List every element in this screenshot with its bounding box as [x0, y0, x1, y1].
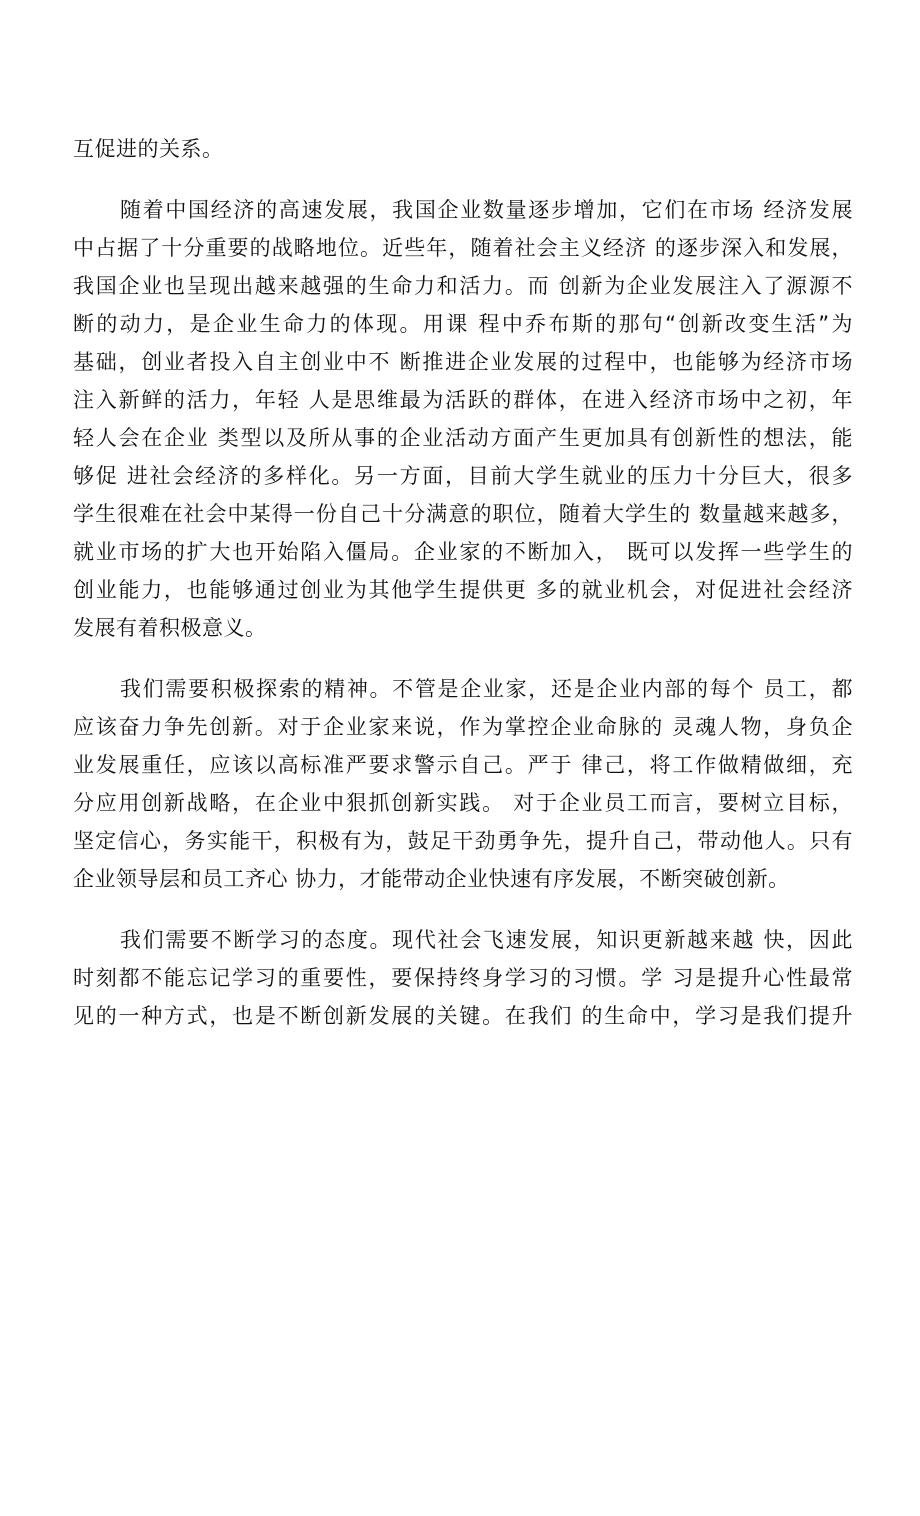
- paragraph-3: [73, 670, 853, 898]
- text-line: 时刻都不能忘记学习的重要性，要保持终身学习的习惯。学 习是提升心性最常: [73, 966, 853, 990]
- text-line: 我们需要不断学习的态度。现代社会飞速发展，知识更新越来越 快，因此: [120, 928, 853, 952]
- text-line: 学生很难在社会中某得一份自己十分满意的职位，随着大学生的 数量越来越多，: [73, 502, 853, 526]
- text-line: 轻人会在企业 类型以及所从事的企业活动方面产生更加具有创新性的想法，能: [73, 426, 853, 450]
- text-line: 注入新鲜的活力，年轻 人是思维最为活跃的群体，在进入经济市场中之初，年: [73, 388, 853, 412]
- text-line: 见的一种方式，也是不断创新发展的关键。在我们 的生命中，学习是我们提升: [73, 1004, 853, 1028]
- text-line: 中占据了十分重要的战略地位。近些年，随着社会主义经济 的逐步深入和发展，: [73, 236, 853, 260]
- text-line: 互促进的关系。: [73, 137, 224, 161]
- text-line: 业发展重任，应该以高标准严要求警示自己。严于 律己，将工作做精做细，充: [73, 753, 853, 777]
- paragraph-gap: [73, 898, 853, 921]
- text-line: 基础，创业者投入自主创业中不 断推进企业发展的过程中，也能够为经济市场: [73, 350, 853, 374]
- text-line: 断的动力，是企业生命力的体现。用课 程中乔布斯的那句“创新改变生活”为: [73, 312, 853, 336]
- text-line: 坚定信心，务实能干，积极有为，鼓足干劲勇争先，提升自己，带动他人。只有: [73, 829, 853, 853]
- text-line: 我们需要积极探索的精神。不管是企业家，还是企业内部的每个 员工，都: [120, 677, 853, 701]
- paragraph-2: [73, 191, 853, 647]
- paragraph-1: [73, 130, 853, 168]
- text-line: 应该奋力争先创新。对于企业家来说，作为掌控企业命脉的 灵魂人物，身负企: [73, 715, 853, 739]
- text-line: 我国企业也呈现出越来越强的生命力和活力。而 创新为企业发展注入了源源不: [73, 274, 853, 298]
- text-line: 随着中国经济的高速发展，我国企业数量逐步增加，它们在市场 经济发展: [120, 198, 853, 222]
- paragraph-4: [73, 921, 853, 1035]
- text-line: 够促 进社会经济的多样化。另一方面，目前大学生就业的压力十分巨大，很多: [73, 464, 853, 488]
- paragraph-gap: [73, 168, 853, 191]
- text-line: 分应用创新战略，在企业中狠抓创新实践。 对于企业员工而言，要树立目标，: [73, 791, 853, 815]
- paragraph-gap: [73, 647, 853, 670]
- text-line: 企业领导层和员工齐心 协力，才能带动企业快速有序发展，不断突破创新。: [73, 867, 790, 891]
- text-line: 发展有着积极意义。: [73, 616, 267, 640]
- document-page: [73, 130, 853, 1035]
- text-line: 创业能力，也能够通过创业为其他学生提供更 多的就业机会，对促进社会经济: [73, 578, 853, 602]
- text-line: 就业市场的扩大也开始陷入僵局。企业家的不断加入， 既可以发挥一些学生的: [73, 540, 853, 564]
